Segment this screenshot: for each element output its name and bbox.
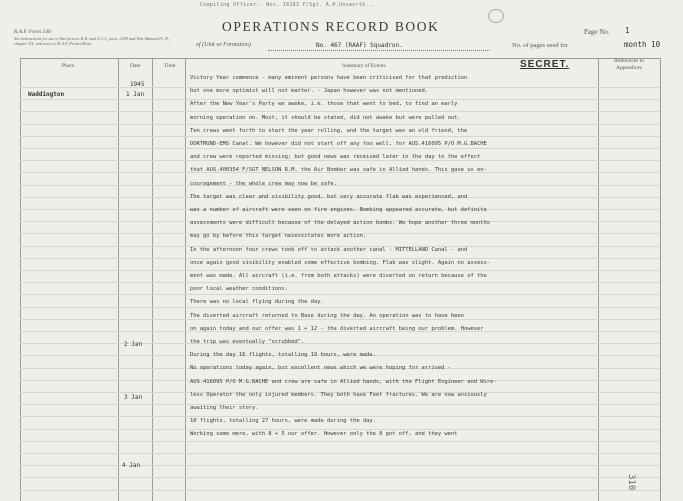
summary-line: assessments were difficult because of the delayed action bombs. We hope another three months <box>190 220 491 226</box>
corner-page-mark: 310 <box>626 474 636 491</box>
summary-line: morning operation on. Most, it should be stated, did not awake but were pulled out. <box>190 115 461 121</box>
date-entry: 1 Jan <box>126 91 145 98</box>
page-title: OPERATIONS RECORD BOOK <box>222 19 440 34</box>
ruled-line <box>20 477 660 478</box>
page-number-value: 1 <box>625 26 630 35</box>
summary-line: No operations today again, but excellent news which we were hoping for arrived - <box>190 365 451 371</box>
summary-line: The diverted aircraft returned to Base during the day. An operation was to have been <box>190 313 464 319</box>
ruled-line <box>20 136 660 137</box>
date-entry: 4 Jan <box>122 462 141 469</box>
ruled-line <box>20 343 660 344</box>
date-year: 1945 <box>130 81 145 88</box>
date-entry: 3 Jan <box>124 394 143 401</box>
ruled-line <box>20 429 660 430</box>
summary-line: After the New Year's Party we awoke, i.e. those that went to bed, to find an early <box>190 101 458 107</box>
column-header-summary: Summary of Events <box>342 63 386 69</box>
column-header-date: Date <box>130 63 141 69</box>
unit-underline <box>268 50 490 51</box>
form-instructions: See instructions for use of this form in K.R. and A.C.I., para. 2349 and War Manual Pt. II., chapter XX. and notes in R.A.F. Pocket Book. <box>14 36 171 46</box>
ruled-line <box>20 148 660 149</box>
unit-value: No. 467 (RAAF) Squadron. <box>316 42 403 49</box>
summary-line: and crew were reported missing; but good news was received later in the day to the effect <box>190 154 481 160</box>
summary-line: awaiting their story. <box>190 405 259 411</box>
summary-line: but one more optimist will not matter. - Japan however was not mentioned. <box>190 88 429 94</box>
summary-line: DORTMUND-EMS Canal. We however did not start off any too well, for AUS.416095 P/O M.G.BACHE <box>190 141 487 147</box>
compiling-officer-note: Compiling Officer:- Nos. 16183 F/Sgt. A.H.Unsworth... <box>200 2 376 8</box>
summary-line: the trip was eventually "scrubbed". <box>190 339 305 345</box>
ruled-line <box>20 99 660 100</box>
column-rule <box>660 58 661 501</box>
ruled-line <box>20 160 660 161</box>
place-entry: Waddington <box>28 91 65 98</box>
ruled-line <box>20 319 660 320</box>
pages-used-value: month 10 <box>624 40 661 49</box>
ruled-line <box>20 465 660 466</box>
page-number-label: Page No. <box>584 28 610 36</box>
summary-line: less Operator the only injured members. They both have Feet fractures. We are now anxiously <box>190 392 487 398</box>
summary-line: During the day 16 flights, totalling 19 hours, were made. <box>190 352 376 358</box>
ruled-line <box>20 307 660 308</box>
ruled-line <box>20 124 660 125</box>
ruled-line <box>20 282 660 283</box>
ink-stamp-mark <box>488 9 504 23</box>
summary-line: couragement - the whole crew may now be safe. <box>190 181 337 187</box>
ruled-line <box>20 111 660 112</box>
summary-line: Working same mere, with 8 + 5 our offer. However only the 8 got off, and they went <box>190 431 458 437</box>
summary-line: The target was clear and visibility good, but very accurate flak was experienced, and <box>190 194 468 200</box>
summary-line: ment was made. All aircraft (i.e. from both attacks) were diverted on return because of the <box>190 273 487 279</box>
summary-line: In the afternoon four crews took off to attack another canal - MITTELLAND Canal - and <box>190 247 468 253</box>
summary-line: that AUS.400354 F/SGT NELSON R.M. the Air Bomber was safe in Allied hands. This gave us en- <box>190 167 487 173</box>
ruled-line <box>20 270 660 271</box>
ruled-line <box>20 453 660 454</box>
column-header-time: Time <box>164 63 176 69</box>
ruled-line <box>20 258 660 259</box>
summary-line: on again today and our offer was 1 + 12 - the diverted aircraft being our problem. However <box>190 326 484 332</box>
summary-line: may go by before this target necessitates more action. <box>190 233 367 239</box>
summary-line: once again good visibility enabled some effective bombing. Flak was slight. Again no assess- <box>190 260 491 266</box>
ruled-line <box>20 404 660 405</box>
date-entry: 2 Jan <box>124 341 143 348</box>
summary-line: AUS.416095 P/O M.G.BACHE and crew are safe in Allied hands, with the Flight Engineer and Wire- <box>190 379 497 385</box>
summary-line: poor local weather conditions. <box>190 286 288 292</box>
unit-label: of (Unit or Formation) <box>196 42 251 48</box>
form-number: R.A.F. Form 540 <box>14 29 51 35</box>
summary-line: 10 flights, totalling 27 hours, were made during the day. <box>190 418 376 424</box>
summary-line: Ten crews went forth to start the year rolling, and the target was an old friend, the <box>190 128 468 134</box>
secret-classification: SECRET. <box>520 59 570 70</box>
ruled-line <box>20 185 660 186</box>
pages-used-label: No. of pages used for <box>512 42 568 49</box>
column-header-references: References to Appendices <box>613 58 645 71</box>
ruled-line <box>20 294 660 295</box>
ruled-line <box>20 441 660 442</box>
summary-line: There was no local flying during the day. <box>190 299 324 305</box>
column-header-place: Place <box>62 63 74 69</box>
ruled-line <box>20 490 660 491</box>
summary-line: Victory Year commence - many eminent persons have been criticised for that prediction <box>190 75 468 81</box>
summary-line: was a number of aircraft were seen on fire engines. Bombing appeared accurate, but definite <box>190 207 487 213</box>
ruled-line <box>20 416 660 417</box>
